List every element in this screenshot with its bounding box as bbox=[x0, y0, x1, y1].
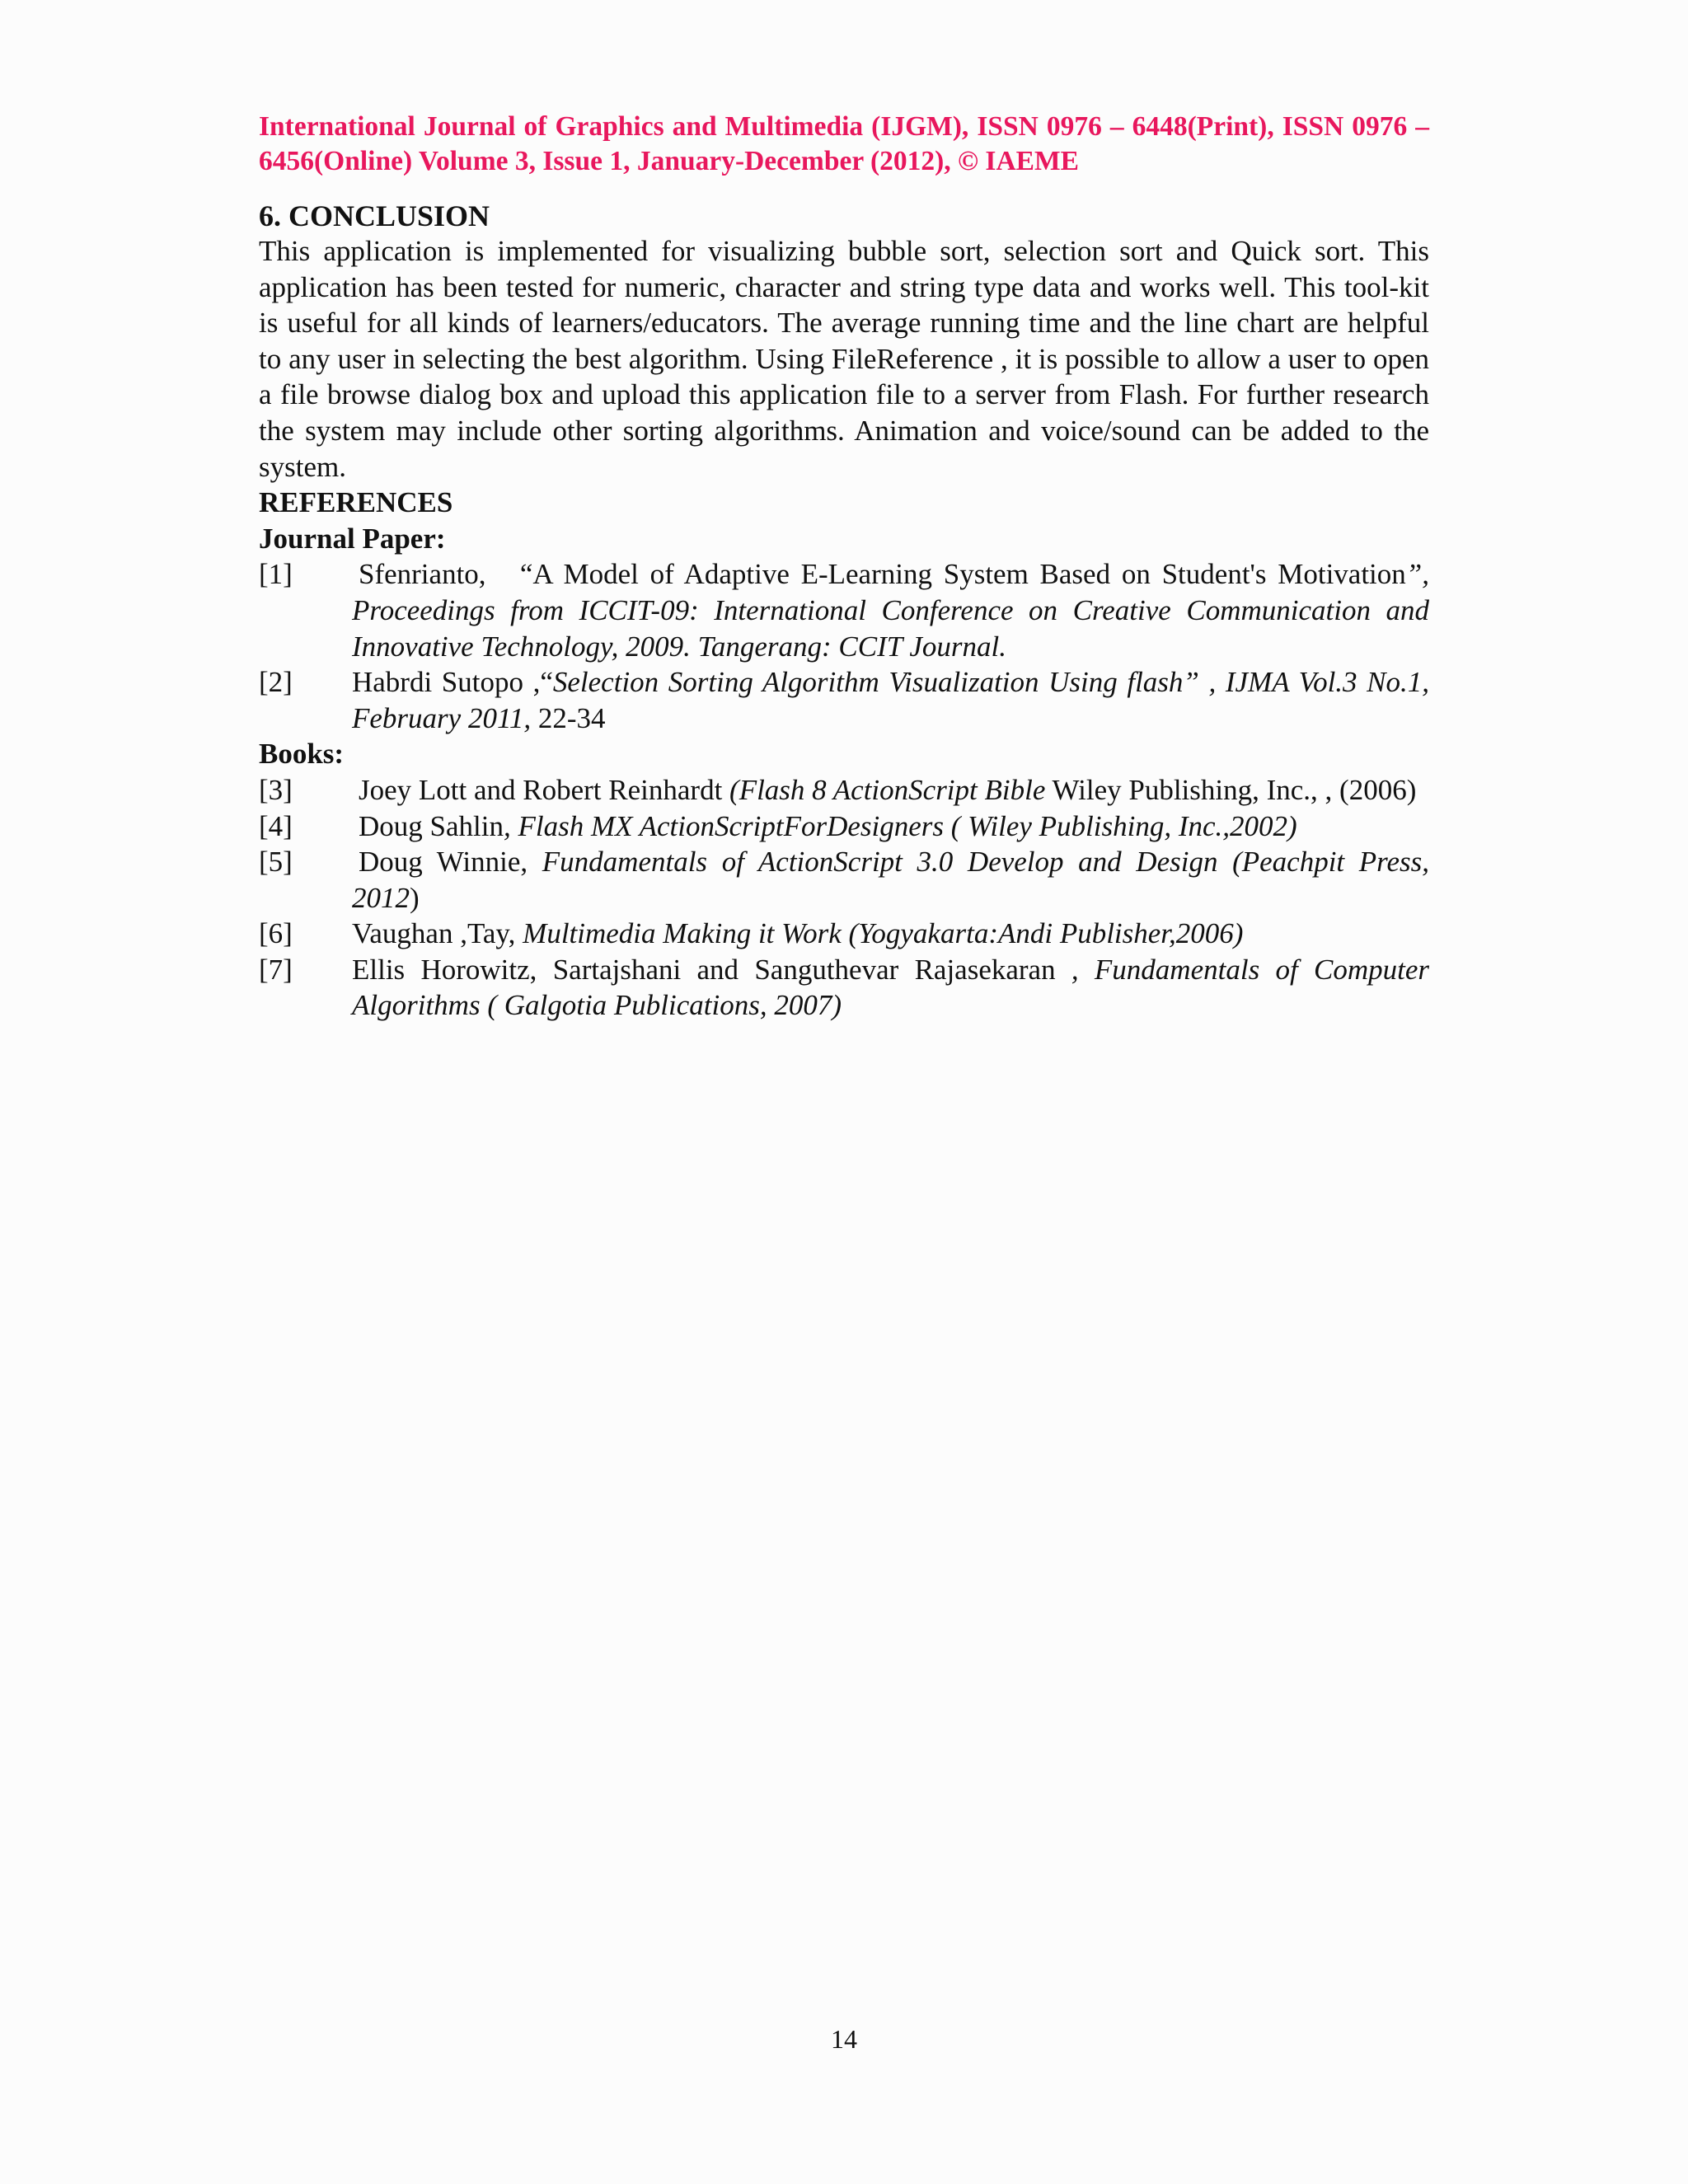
reference-title: Multimedia Making it Work (Yogyakarta:Andi Publisher,2006) bbox=[523, 917, 1244, 950]
reference-item-6 bbox=[259, 916, 1429, 952]
reference-title: (Flash 8 ActionScript Bible bbox=[729, 773, 1046, 806]
reference-number: [1] bbox=[259, 558, 293, 591]
reference-closing: ) bbox=[410, 881, 420, 914]
reference-authors: Habrdi Sutopo ,“ bbox=[352, 666, 553, 699]
reference-number: [3] bbox=[259, 773, 293, 806]
page-number: 14 bbox=[831, 2024, 857, 2054]
reference-title: “A Model of Adaptive E-Learning System Based on Student's Motivation bbox=[519, 558, 1406, 591]
reference-title: Selection Sorting Algorithm Visualization Using flash” , IJMA Vol.3 No.1, February 2011, bbox=[352, 666, 1429, 734]
reference-item-7 bbox=[259, 952, 1429, 1024]
reference-publisher: Wiley Publishing, Inc., , (2006) bbox=[1045, 773, 1417, 806]
reference-number: [6] bbox=[259, 917, 293, 950]
reference-authors: Doug Winnie, bbox=[359, 846, 542, 879]
conclusion-paragraph: This application is implemented for visualizing bubble sort, selection sort and Quick sort. This application has been tested for numeric, character and string type data and works well. This tool-kit is useful for all kinds of learners/educators. The average running time and the line chart are helpful to any user in selecting the best algorithm. Using FileReference , it is possible to allow a user to open a file browse dialog box and upload this application file to a server from Flash. For further research the system may include other sorting algorithms. Animation and voice/sound can be added to the system. bbox=[259, 235, 1429, 483]
reference-item-2 bbox=[259, 664, 1429, 736]
reference-number: [2] bbox=[259, 666, 293, 699]
reference-title: , Flash MX ActionScriptForDesigners ( Wiley Publishing, Inc.,2002) bbox=[503, 809, 1297, 842]
books-subheading: Books: bbox=[259, 738, 345, 771]
reference-source: ”, Proceedings from ICCIT-09: International Conference on Creative Communication and Innovative Technology, 2009. Tangerang: CCIT Journal. bbox=[352, 558, 1429, 663]
reference-pages: 22-34 bbox=[531, 701, 606, 734]
reference-item-4 bbox=[259, 808, 1429, 845]
reference-item-1 bbox=[259, 556, 1429, 664]
page-content bbox=[259, 110, 1429, 1024]
conclusion-heading: 6. CONCLUSION bbox=[259, 199, 490, 232]
references-heading: REFERENCES bbox=[259, 486, 453, 519]
reference-authors: Vaughan ,Tay, bbox=[352, 917, 523, 950]
reference-number: [4] bbox=[259, 809, 293, 842]
reference-number: [7] bbox=[259, 953, 293, 986]
reference-title: Fundamentals of ActionScript 3.0 Develop and Design (Peachpit Press, 2012 bbox=[352, 846, 1430, 914]
reference-item-5 bbox=[259, 844, 1429, 916]
reference-number: [5] bbox=[259, 846, 293, 879]
journal-header: International Journal of Graphics and Multimedia (IJGM), ISSN 0976 – 6448(Print), ISSN 0976 – 6456(Online) Volume 3, Issue 1, January-December (2012), © IAEME bbox=[259, 111, 1429, 176]
reference-authors: Joey Lott and Robert Reinhardt bbox=[359, 773, 730, 806]
reference-authors: Sfenrianto, bbox=[359, 558, 486, 591]
reference-authors: Ellis Horowitz, Sartajshani and Sanguthevar Rajasekaran bbox=[352, 953, 1071, 986]
reference-authors: Doug Sahlin bbox=[359, 809, 504, 842]
reference-title: , Fundamentals of Computer Algorithms ( Galgotia Publications, 2007) bbox=[352, 953, 1429, 1022]
journal-paper-subheading: Journal Paper: bbox=[259, 522, 446, 555]
reference-item-3 bbox=[259, 772, 1429, 808]
